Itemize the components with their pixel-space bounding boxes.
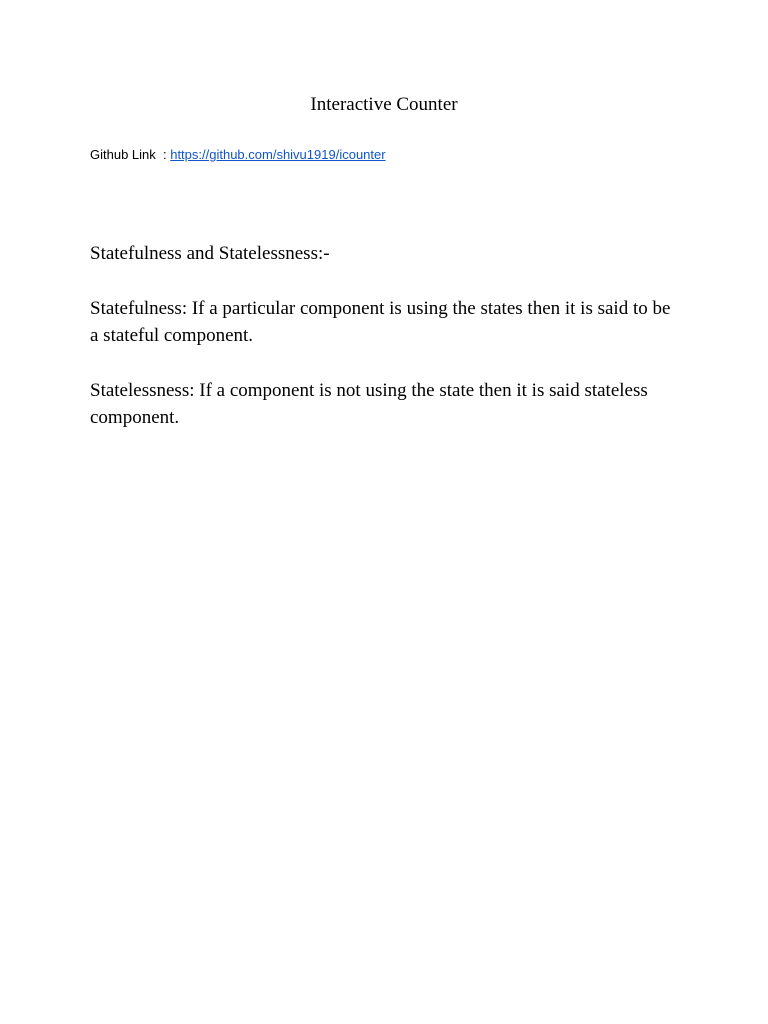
statelessness-paragraph: Statelessness: If a component is not using the state then it is said stateless component. [90,380,648,428]
github-link-label: Github Link : [90,147,171,162]
statefulness-paragraph: Statefulness: If a particular component is using the states then it is said to be a stateful component. [90,298,671,346]
page-title: Interactive Counter [310,94,458,115]
section-heading: Statefulness and Statelessness:- [90,243,330,264]
github-link-line [90,146,386,164]
github-link[interactable]: https://github.com/shivu1919/icounter [170,147,386,162]
